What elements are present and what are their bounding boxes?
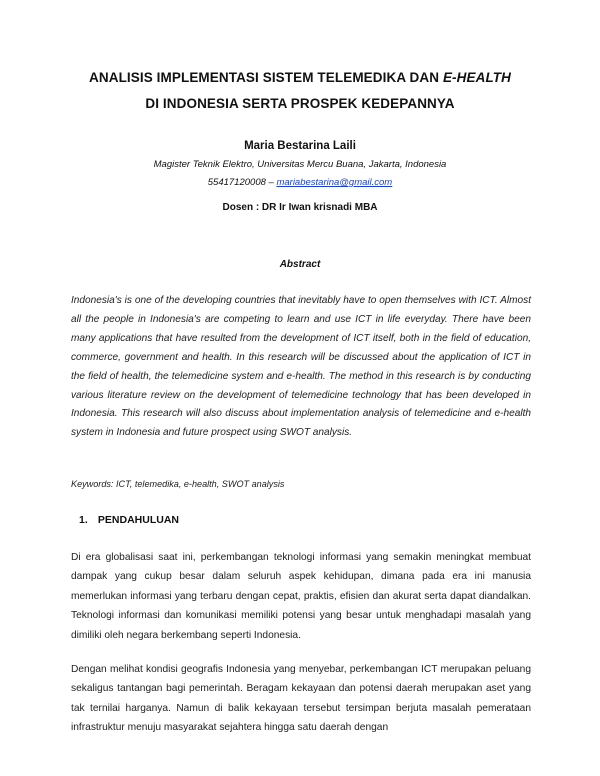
student-id: 55417120008 – <box>207 177 274 188</box>
author-name: Maria Bestarina Laili <box>244 140 356 152</box>
keywords: Keywords: ICT, telemedika, e-health, SWOT analysis <box>71 479 285 489</box>
paper-title-line-2: DI INDONESIA SERTA PROSPEK KEDEPANNYA <box>145 96 455 111</box>
author-affiliation: Magister Teknik Elektro, Universitas Mercu Buana, Jakarta, Indonesia <box>153 159 447 170</box>
section-heading <box>79 514 179 526</box>
abstract-text: Indonesia's is one of the developing countries that inevitably have to open themselves with ICT. Almost all the people in Indonesia's are competing to learn and use ICT in life everyday. There have been many applications that have resulted from the development of ICT itself, both in the field of education, commerce, government and health. In this research will be discussed about the application of ICT in the field of health, the telemedicine system and e-health. The method in this research is by conducting various literature review on the development of telemedicine technology that has been developed in Indonesia. This research will also discuss about implementation analysis of telemedicine and e-health system in Indonesia and future prospect using SWOT analysis. <box>71 295 531 439</box>
lecturer-line: Dosen : DR Ir Iwan krisnadi MBA <box>222 202 378 213</box>
title-text: ANALISIS IMPLEMENTASI SISTEM TELEMEDIKA DAN <box>89 70 443 85</box>
abstract-heading: Abstract <box>279 259 321 270</box>
author-contact <box>0 177 600 188</box>
section-number: 1. <box>79 514 88 526</box>
paper-title-line-1 <box>0 70 600 85</box>
paragraph-1: Di era globalisasi saat ini, perkembangan teknologi informasi yang semakin meningkat membuat dampak yang cukup besar dalam seluruh aspek kehidupan, dimana pada era ini manusia memerlukan informasi yang terbaru dengan cepat, praktis, efisien dan akurat serta dapat diandalkan. Teknologi informasi dan komunikasi memiliki potensi yang besar untuk menghadapi masalah yang dimiliki oleh negara berkembang seperti Indonesia. <box>71 552 531 641</box>
email-link[interactable]: mariabestarina@gmail.com <box>276 177 393 188</box>
title-ehealth: E-HEALTH <box>442 70 511 85</box>
section-title: PENDAHULUAN <box>97 514 180 526</box>
paragraph-2: Dengan melihat kondisi geografis Indonesia yang menyebar, perkembangan ICT merupakan peluang sekaligus tantangan bagi pemerintah. Beragam kekayaan dan potensi daerah merupakan aset yang tak ternilai harganya. Namun di balik kekayaan tersebut tersimpan berjuta masalah pemerataan infrastruktur menuju masyarakat sejahtera hingga satu daerah dengan <box>71 664 531 734</box>
